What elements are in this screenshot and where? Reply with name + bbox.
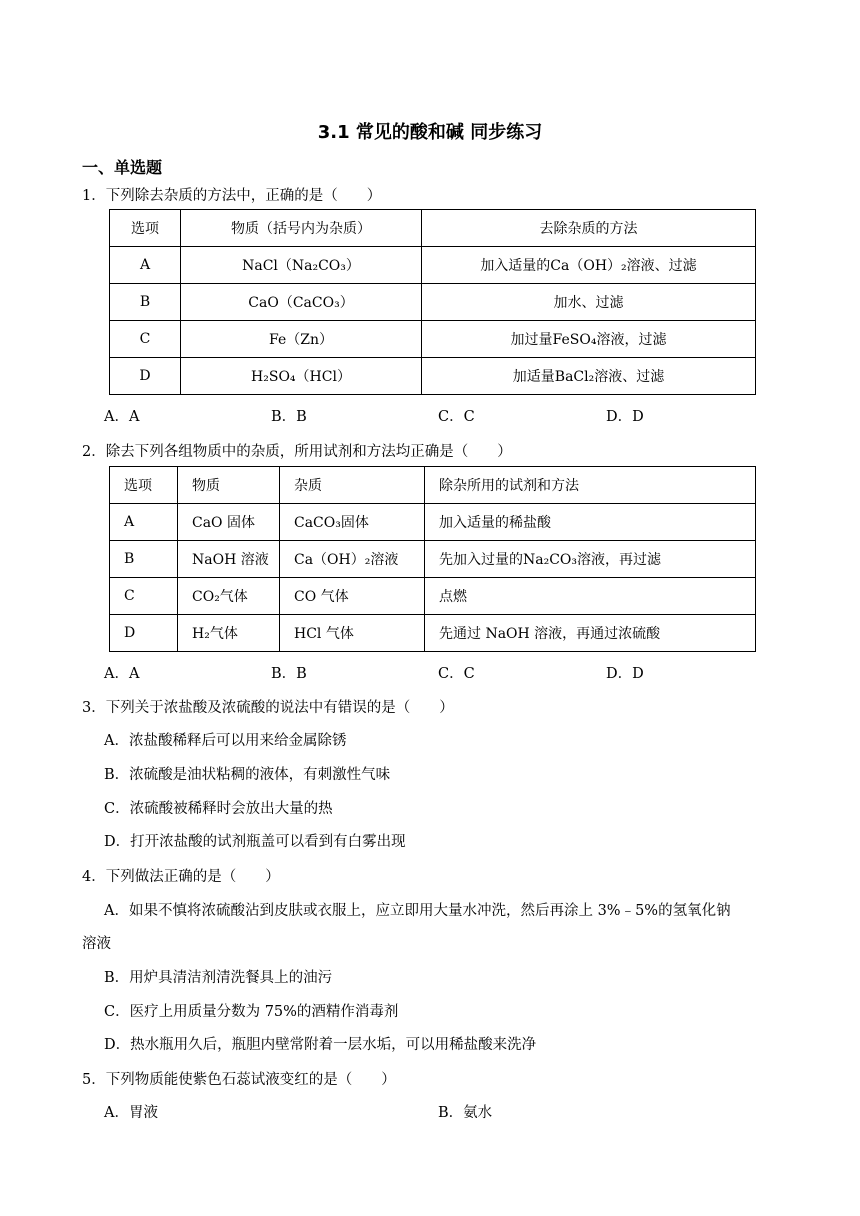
table-cell: 点燃 [425, 578, 756, 615]
question-4-stem: 4．下列做法正确的是（ ） [82, 869, 280, 885]
table-cell: 先通过 NaOH 溶液，再通过浓硫酸 [425, 615, 756, 652]
option-b[interactable]: B．氨水 [438, 1105, 493, 1121]
table-cell: 先加入过量的Na₂CO₃溶液，再过滤 [425, 541, 756, 578]
table-row [110, 541, 756, 578]
table-cell: D [110, 615, 178, 652]
table-header-cell: 选项 [110, 210, 181, 247]
table-header-cell: 物质 [178, 467, 280, 504]
option-b[interactable]: B．B [271, 409, 307, 425]
table-cell: C [110, 578, 178, 615]
table-cell: CaO（CaCO₃） [181, 284, 422, 321]
table-cell: 加水、过滤 [422, 284, 756, 321]
table-row [110, 504, 756, 541]
question-1-stem: 1．下列除去杂质的方法中，正确的是（ ） [82, 188, 382, 204]
table-cell: H₂气体 [178, 615, 280, 652]
option-a[interactable]: A．浓盐酸稀释后可以用来给金属除锈 [104, 733, 347, 749]
option-b[interactable]: B．B [271, 666, 307, 682]
table-header-cell: 杂质 [280, 467, 425, 504]
option-b[interactable]: B．浓硫酸是油状粘稠的液体，有刺激性气味 [104, 767, 391, 783]
option-a[interactable]: A．胃液 [104, 1105, 158, 1121]
table-cell: C [110, 321, 181, 358]
question-2-stem: 2．除去下列各组物质中的杂质，所用试剂和方法均正确是（ ） [82, 444, 512, 460]
table-cell: NaOH 溶液 [178, 541, 280, 578]
table-cell: CO 气体 [280, 578, 425, 615]
table-row [110, 247, 756, 284]
option-c[interactable]: C．C [438, 409, 475, 425]
table-header-cell: 选项 [110, 467, 178, 504]
table-cell: HCl 气体 [280, 615, 425, 652]
option-a[interactable]: A．A [104, 409, 140, 425]
option-c[interactable]: C．C [438, 666, 475, 682]
table-cell: CaCO₃固体 [280, 504, 425, 541]
table-cell: H₂SO₄（HCl） [181, 358, 422, 395]
table-cell: NaCl（Na₂CO₃） [181, 247, 422, 284]
option-d[interactable]: D．D [606, 666, 644, 682]
table-row [110, 358, 756, 395]
table-header-row [110, 467, 756, 504]
table-cell: A [110, 247, 181, 284]
option-c[interactable]: C．浓硫酸被稀释时会放出大量的热 [104, 801, 333, 817]
option-d[interactable]: D．D [606, 409, 644, 425]
option-b[interactable]: B．用炉具清洁剂清洗餐具上的油污 [104, 970, 333, 986]
table-cell: 加过量FeSO₄溶液，过滤 [422, 321, 756, 358]
option-a[interactable]: A．A [104, 666, 140, 682]
table-header-cell: 除杂所用的试剂和方法 [425, 467, 756, 504]
table-cell: B [110, 284, 181, 321]
table-cell: A [110, 504, 178, 541]
table-row [110, 321, 756, 358]
table-cell: CaO 固体 [178, 504, 280, 541]
table-row [110, 578, 756, 615]
section-heading: 一、单选题 [82, 158, 163, 177]
table-cell: 加入适量的稀盐酸 [425, 504, 756, 541]
table-header-cell: 物质（括号内为杂质） [181, 210, 422, 247]
table-row [110, 284, 756, 321]
question-3-stem: 3．下列关于浓盐酸及浓硫酸的说法中有错误的是（ ） [82, 700, 454, 716]
table-cell: 加适量BaCl₂溶液、过滤 [422, 358, 756, 395]
option-d[interactable]: D．热水瓶用久后，瓶胆内壁常附着一层水垢，可以用稀盐酸来洗净 [104, 1037, 537, 1053]
option-d[interactable]: D．打开浓盐酸的试剂瓶盖可以看到有白雾出现 [104, 834, 406, 850]
table-header-cell: 去除杂质的方法 [422, 210, 756, 247]
table-cell: CO₂气体 [178, 578, 280, 615]
table-cell: D [110, 358, 181, 395]
option-c[interactable]: C．医疗上用质量分数为 75%的酒精作消毒剂 [104, 1004, 399, 1020]
question-1-table [109, 209, 756, 395]
option-a-continuation: 溶液 [82, 936, 111, 952]
table-row [110, 615, 756, 652]
table-cell: 加入适量的Ca（OH）₂溶液、过滤 [422, 247, 756, 284]
question-5-stem: 5．下列物质能使紫色石蕊试液变红的是（ ） [82, 1072, 396, 1088]
option-a[interactable]: A．如果不慎将浓硫酸沾到皮肤或衣服上，应立即用大量水冲洗，然后再涂上 3%﹣5%的氢氧化钠 [104, 903, 731, 919]
table-header-row [110, 210, 756, 247]
table-cell: B [110, 541, 178, 578]
question-2-table [109, 466, 756, 652]
table-cell: Ca（OH）₂溶液 [280, 541, 425, 578]
page-title: 3.1 常见的酸和碱 同步练习 [317, 122, 543, 143]
table-cell: Fe（Zn） [181, 321, 422, 358]
